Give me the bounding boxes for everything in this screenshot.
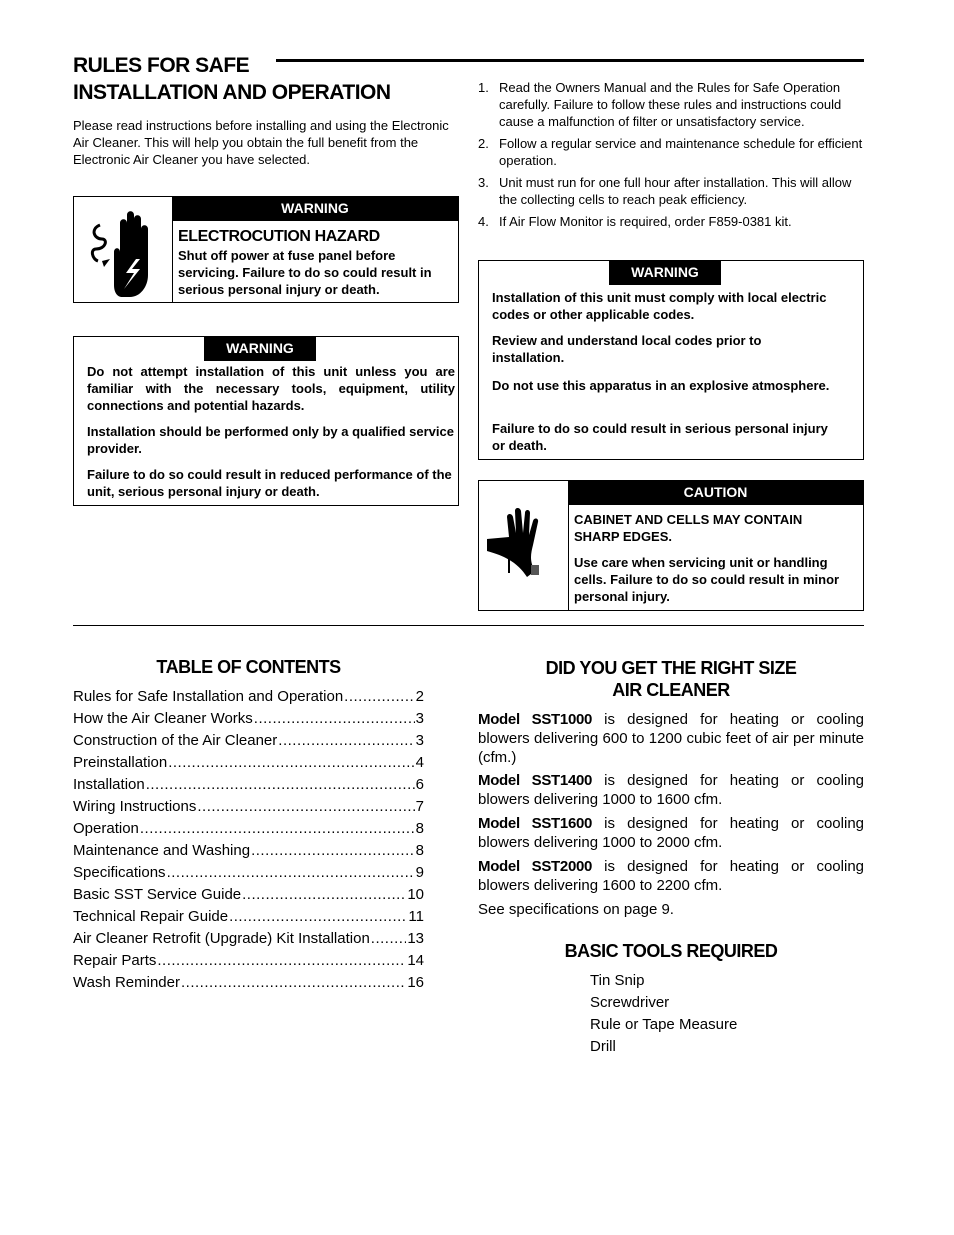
model-name: Model SST2000 — [478, 858, 593, 875]
sizing-heading-line-1: DID YOU GET THE RIGHT SIZE — [545, 658, 797, 678]
electrocution-warning-box — [73, 196, 459, 303]
toc-entry-page: 2 — [415, 688, 424, 705]
list-item: Screwdriver — [590, 994, 670, 1011]
list-item — [478, 135, 864, 169]
list-item: Tin Snip — [590, 972, 645, 989]
toc-entry-title: Air Cleaner Retrofit (Upgrade) Kit Installation — [73, 930, 370, 947]
caution-box — [478, 480, 864, 611]
step-text: Follow a regular service and maintenance schedule for efficient operation. — [499, 136, 863, 168]
toc-entry-title: Repair Parts — [73, 952, 157, 969]
toc-leader — [146, 775, 415, 795]
warning-label: WARNING — [172, 197, 458, 221]
toc-entry[interactable] — [73, 863, 424, 885]
list-item — [478, 213, 864, 230]
toc-entry-page: 16 — [407, 974, 424, 991]
table-of-contents — [73, 687, 424, 995]
toc-leader — [229, 907, 407, 927]
toc-leader — [242, 885, 406, 905]
toc-entry-page: 3 — [415, 710, 424, 727]
cut-hand-icon — [479, 481, 569, 610]
model-description: is designed for heating or cooling blowers delivering 600 to 1200 cubic feet of air per minute (cfm.) — [478, 711, 865, 766]
model-sst1600 — [478, 814, 864, 852]
model-sst1000 — [478, 710, 864, 767]
install-warning-box — [73, 336, 459, 506]
toc-entry-title: Construction of the Air Cleaner — [73, 732, 278, 749]
toc-entry-page: 11 — [408, 908, 424, 925]
toc-entry-page: 3 — [415, 732, 424, 749]
step-number: 4. — [478, 214, 489, 229]
sizing-heading — [478, 657, 864, 701]
see-specs-text: See specifications on page 9. — [478, 901, 674, 918]
toc-entry-page: 10 — [407, 886, 424, 903]
toc-entry[interactable] — [73, 841, 424, 863]
toc-leader — [197, 797, 414, 817]
toc-entry[interactable] — [73, 687, 424, 709]
toc-entry-title: Specifications — [73, 864, 166, 881]
warning-label: WARNING — [609, 261, 721, 285]
step-number: 3. — [478, 175, 489, 190]
caution-para-1: CABINET AND CELLS MAY CONTAIN SHARP EDGES. — [574, 512, 803, 544]
electrocution-heading: ELECTROCUTION HAZARD — [178, 228, 380, 245]
toc-leader — [344, 687, 414, 707]
model-description: is designed for heating or cooling blowers delivering 1000 to 2000 cfm. — [478, 815, 865, 851]
code-warning-para-1: Installation of this unit must comply with local electric codes or other applicable codes. — [492, 290, 827, 322]
title-rule — [276, 59, 864, 62]
toc-entry-title: Rules for Safe Installation and Operation — [73, 688, 344, 705]
toc-entry-page: 13 — [407, 930, 424, 947]
model-sst1400 — [478, 771, 864, 809]
toc-entry-title: Wiring Instructions — [73, 798, 197, 815]
list-item — [478, 174, 864, 208]
toc-entry-page: 14 — [407, 952, 424, 969]
toc-entry-title: Installation — [73, 776, 145, 793]
caution-label: CAUTION — [568, 481, 863, 505]
toc-entry-title: Wash Reminder — [73, 974, 180, 991]
tools-list — [590, 971, 737, 1059]
model-name: Model SST1000 — [478, 711, 593, 728]
toc-leader — [278, 731, 414, 751]
install-warning-para-1: Do not attempt installation of this unit unless you are familiar with the necessary tools, equipment, utility connections and potential hazards. — [87, 364, 455, 413]
toc-entry-title: Basic SST Service Guide — [73, 886, 242, 903]
code-warning-box — [478, 260, 864, 460]
toc-leader — [371, 929, 407, 949]
toc-leader — [167, 863, 415, 883]
toc-entry[interactable] — [73, 797, 424, 819]
section-divider — [73, 625, 864, 626]
toc-heading: TABLE OF CONTENTS — [156, 657, 341, 677]
toc-entry-page: 7 — [415, 798, 424, 815]
list-item — [478, 79, 864, 130]
install-warning-para-3: Failure to do so could result in reduced performance of the unit, serious personal injury or death. — [87, 467, 452, 499]
toc-entry[interactable] — [73, 885, 424, 907]
install-warning-para-2: Installation should be performed only by a qualified service provider. — [87, 424, 454, 456]
electrocution-hand-icon — [74, 197, 173, 302]
safety-steps-list — [478, 79, 864, 235]
model-name: Model SST1600 — [478, 815, 593, 832]
toc-entry[interactable] — [73, 929, 424, 951]
toc-leader — [140, 819, 415, 839]
electrocution-text: Shut off power at fuse panel before servicing. Failure to do so could result in serious personal injury or death. — [178, 248, 432, 297]
toc-entry-title: Preinstallation — [73, 754, 168, 771]
warning-label: WARNING — [204, 337, 316, 361]
toc-leader — [157, 951, 406, 971]
code-warning-para-2: Review and understand local codes prior to installation. — [492, 333, 762, 365]
caution-para-2: Use care when servicing unit or handling cells. Failure to do so could result in minor personal injury. — [574, 555, 840, 604]
title-line-2: INSTALLATION AND OPERATION — [73, 81, 391, 104]
step-text: Unit must run for one full hour after installation. This will allow the collecting cells to reach peak efficiency. — [499, 175, 852, 207]
code-warning-para-3: Do not use this apparatus in an explosive atmosphere. — [492, 378, 830, 393]
toc-entry[interactable] — [73, 907, 424, 929]
step-text: If Air Flow Monitor is required, order F859-0381 kit. — [499, 214, 792, 229]
model-description: is designed for heating or cooling blowers delivering 1000 to 1600 cfm. — [478, 772, 865, 808]
tools-heading: BASIC TOOLS REQUIRED — [564, 941, 778, 961]
title-line-1: RULES FOR SAFE — [73, 54, 250, 77]
sizing-heading-line-2: AIR CLEANER — [612, 680, 730, 700]
toc-entry-title: Technical Repair Guide — [73, 908, 229, 925]
toc-entry[interactable] — [73, 775, 424, 797]
code-warning-para-4: Failure to do so could result in serious personal injury or death. — [492, 421, 828, 453]
toc-entry[interactable] — [73, 819, 424, 841]
toc-leader — [168, 753, 414, 773]
toc-entry[interactable] — [73, 973, 424, 995]
model-description: is designed for heating or cooling blowers delivering 1600 to 2200 cfm. — [478, 858, 865, 894]
toc-entry[interactable] — [73, 709, 424, 731]
toc-leader — [254, 709, 415, 729]
toc-entry-title: Maintenance and Washing — [73, 842, 251, 859]
step-text: Read the Owners Manual and the Rules for Safe Operation carefully. Failure to follow these rules and instructions could cause a malfunction of filter or unsatisfactory service. — [499, 80, 842, 129]
list-item: Drill — [590, 1038, 616, 1055]
toc-entry-page: 6 — [415, 776, 424, 793]
toc-entry[interactable] — [73, 951, 424, 973]
list-item: Rule or Tape Measure — [590, 1016, 738, 1033]
intro-text: Please read instructions before installing and using the Electronic Air Cleaner. This will help you obtain the full benefit from the Electronic Air Cleaner you have selected. — [73, 118, 449, 167]
toc-entry-page: 8 — [415, 820, 424, 837]
toc-entry-page: 8 — [415, 842, 424, 859]
toc-entry-title: How the Air Cleaner Works — [73, 710, 253, 727]
toc-entry[interactable] — [73, 731, 424, 753]
step-number: 1. — [478, 80, 489, 95]
toc-entry[interactable] — [73, 753, 424, 775]
step-number: 2. — [478, 136, 489, 151]
model-sst2000 — [478, 857, 864, 895]
toc-entry-page: 9 — [415, 864, 424, 881]
toc-leader — [181, 973, 406, 993]
toc-entry-page: 4 — [415, 754, 424, 771]
toc-entry-title: Operation — [73, 820, 139, 837]
toc-leader — [251, 841, 415, 861]
model-name: Model SST1400 — [478, 772, 593, 789]
